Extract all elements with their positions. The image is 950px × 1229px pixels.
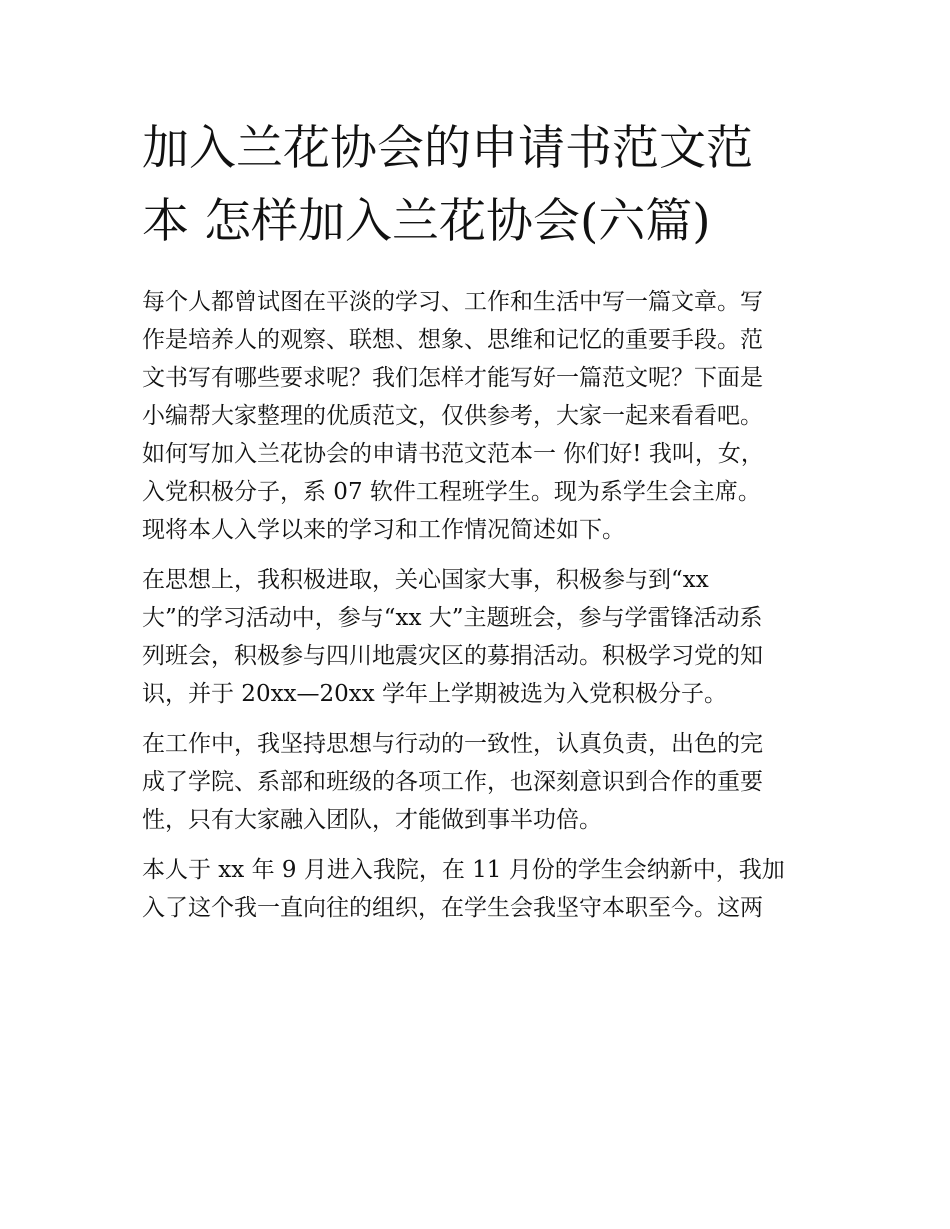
body-line: 每个人都曾试图在平淡的学习、工作和生活中写一篇文章。写 (142, 289, 763, 315)
body-line: 性，只有大家融入团队，才能做到事半功倍。 (142, 807, 602, 833)
body-line: 现将本人入学以来的学习和工作情况简述如下。 (142, 517, 625, 543)
document-title: 加入兰花协会的申请书范文范 本 怎样加入兰花协会(六篇) (142, 121, 753, 249)
body-line: 作是培养人的观察、联想、想象、思维和记忆的重要手段。范 (142, 327, 763, 353)
body-line: 小编帮大家整理的优质范文，仅供参考，大家一起来看看吧。 (142, 403, 763, 429)
body-line: 在思想上，我积极进取，关心国家大事，积极参与到“xx (142, 567, 709, 593)
body-line: 本人于 xx 年 9 月进入我院，在 11 月份的学生会纳新中，我加 (142, 857, 785, 883)
document-body (142, 283, 822, 927)
body-line: 文书写有哪些要求呢？我们怎样才能写好一篇范文呢？下面是 (142, 365, 763, 391)
body-line: 入党积极分子，系 07 软件工程班学生。现为系学生会主席。 (142, 479, 761, 505)
body-line: 入了这个我一直向往的组织，在学生会我坚守本职至今。这两 (142, 895, 763, 921)
body-line: 在工作中，我坚持思想与行动的一致性，认真负责，出色的完 (142, 731, 763, 757)
body-line: 如何写加入兰花协会的申请书范文范本一 你们好! 我叫，女， (142, 441, 764, 467)
body-line: 大”的学习活动中，参与“xx 大”主题班会，参与学雷锋活动系 (142, 605, 763, 631)
body-line: 列班会，积极参与四川地震灾区的募捐活动。积极学习党的知 (142, 643, 763, 669)
body-line: 识，并于 20xx—20xx 学年上学期被选为入党积极分子。 (142, 681, 728, 707)
body-line: 成了学院、系部和班级的各项工作，也深刻意识到合作的重要 (142, 769, 763, 795)
